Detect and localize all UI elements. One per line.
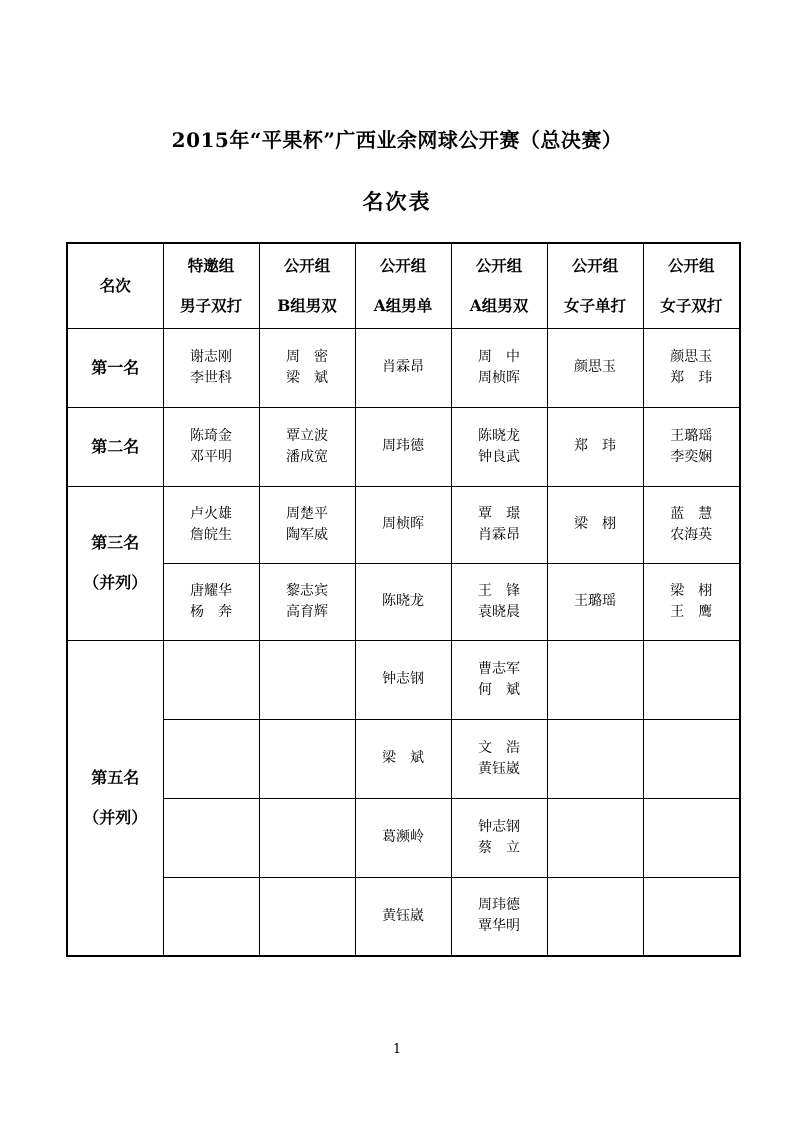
- table-cell-empty: [547, 640, 643, 719]
- rank-label-second: 第二名: [67, 407, 163, 486]
- document-title: 2015年“平果杯”广西业余网球公开赛（总决赛）: [171, 128, 623, 152]
- rank-label-third: 第三名 （并列）: [67, 486, 163, 640]
- table-cell: 周玮德 覃华明: [451, 877, 547, 956]
- header-col-2: 公开组 B组男双: [259, 243, 355, 328]
- table-row-fifth-4: [67, 877, 740, 956]
- table-cell: 葛濒岭: [355, 798, 451, 877]
- table-cell: 谢志刚 李世科: [163, 328, 259, 407]
- table-cell-empty: [547, 719, 643, 798]
- table-cell: 周 中 周桢晖: [451, 328, 547, 407]
- table-row-third-1: [67, 486, 740, 563]
- table-cell: 颜思玉: [547, 328, 643, 407]
- table-cell-empty: [259, 719, 355, 798]
- table-cell: 黎志宾 高育辉: [259, 563, 355, 640]
- header-col-5: 公开组 女子单打: [547, 243, 643, 328]
- table-cell: 颜思玉 郑 玮: [643, 328, 740, 407]
- table-cell-empty: [259, 877, 355, 956]
- table-row-fifth-1: [67, 640, 740, 719]
- ranking-table: [66, 242, 741, 957]
- table-cell: 钟志钢: [355, 640, 451, 719]
- table-cell: 陈琦金 邓平明: [163, 407, 259, 486]
- table-cell-empty: [643, 719, 740, 798]
- table-cell: 郑 玮: [547, 407, 643, 486]
- table-cell-empty: [163, 798, 259, 877]
- table-cell: 陈晓龙 钟良武: [451, 407, 547, 486]
- table-cell: 覃立波 潘成宽: [259, 407, 355, 486]
- table-cell: 王 锋 袁晓晨: [451, 563, 547, 640]
- table-cell-empty: [643, 798, 740, 877]
- document-subtitle: 名次表: [362, 189, 432, 214]
- table-cell-empty: [259, 640, 355, 719]
- table-cell-empty: [163, 877, 259, 956]
- table-cell: 周玮德: [355, 407, 451, 486]
- table-row-fifth-3: [67, 798, 740, 877]
- table-cell-empty: [547, 798, 643, 877]
- table-row-second: [67, 407, 740, 486]
- table-cell: 梁 栩: [547, 486, 643, 563]
- table-cell-empty: [643, 877, 740, 956]
- table-cell-empty: [259, 798, 355, 877]
- table-cell: 王璐瑶 李奕娴: [643, 407, 740, 486]
- table-cell: 周桢晖: [355, 486, 451, 563]
- page-number: 1: [392, 1042, 402, 1057]
- header-col-4: 公开组 A组男双: [451, 243, 547, 328]
- header-rank: 名次: [67, 243, 163, 328]
- table-row-first: [67, 328, 740, 407]
- table-cell: 梁 斌: [355, 719, 451, 798]
- table-row-fifth-2: [67, 719, 740, 798]
- table-cell-empty: [547, 877, 643, 956]
- table-cell: 卢火雄 詹皖生: [163, 486, 259, 563]
- table-cell-empty: [643, 640, 740, 719]
- table-cell: 蓝 慧 农海英: [643, 486, 740, 563]
- header-col-6: 公开组 女子双打: [643, 243, 740, 328]
- header-col-3: 公开组 A组男单: [355, 243, 451, 328]
- table-row-third-2: [67, 563, 740, 640]
- rank-label-first: 第一名: [67, 328, 163, 407]
- table-cell: 周 密 梁 斌: [259, 328, 355, 407]
- table-cell: 唐耀华 杨 奔: [163, 563, 259, 640]
- table-cell: 钟志钢 蔡 立: [451, 798, 547, 877]
- table-cell: 文 浩 黄钰崴: [451, 719, 547, 798]
- table-cell: 王璐瑶: [547, 563, 643, 640]
- table-cell: 梁 栩 王 鹰: [643, 563, 740, 640]
- table-cell: 肖霖昂: [355, 328, 451, 407]
- header-row: [67, 243, 740, 328]
- table-cell-empty: [163, 640, 259, 719]
- table-cell-empty: [163, 719, 259, 798]
- table-cell: 黄钰崴: [355, 877, 451, 956]
- rank-label-fifth: 第五名 （并列）: [67, 640, 163, 956]
- table-cell: 曹志军 何 斌: [451, 640, 547, 719]
- table-cell: 覃 璟 肖霖昂: [451, 486, 547, 563]
- table-cell: 周楚平 陶军威: [259, 486, 355, 563]
- table-cell: 陈晓龙: [355, 563, 451, 640]
- header-col-1: 特邀组 男子双打: [163, 243, 259, 328]
